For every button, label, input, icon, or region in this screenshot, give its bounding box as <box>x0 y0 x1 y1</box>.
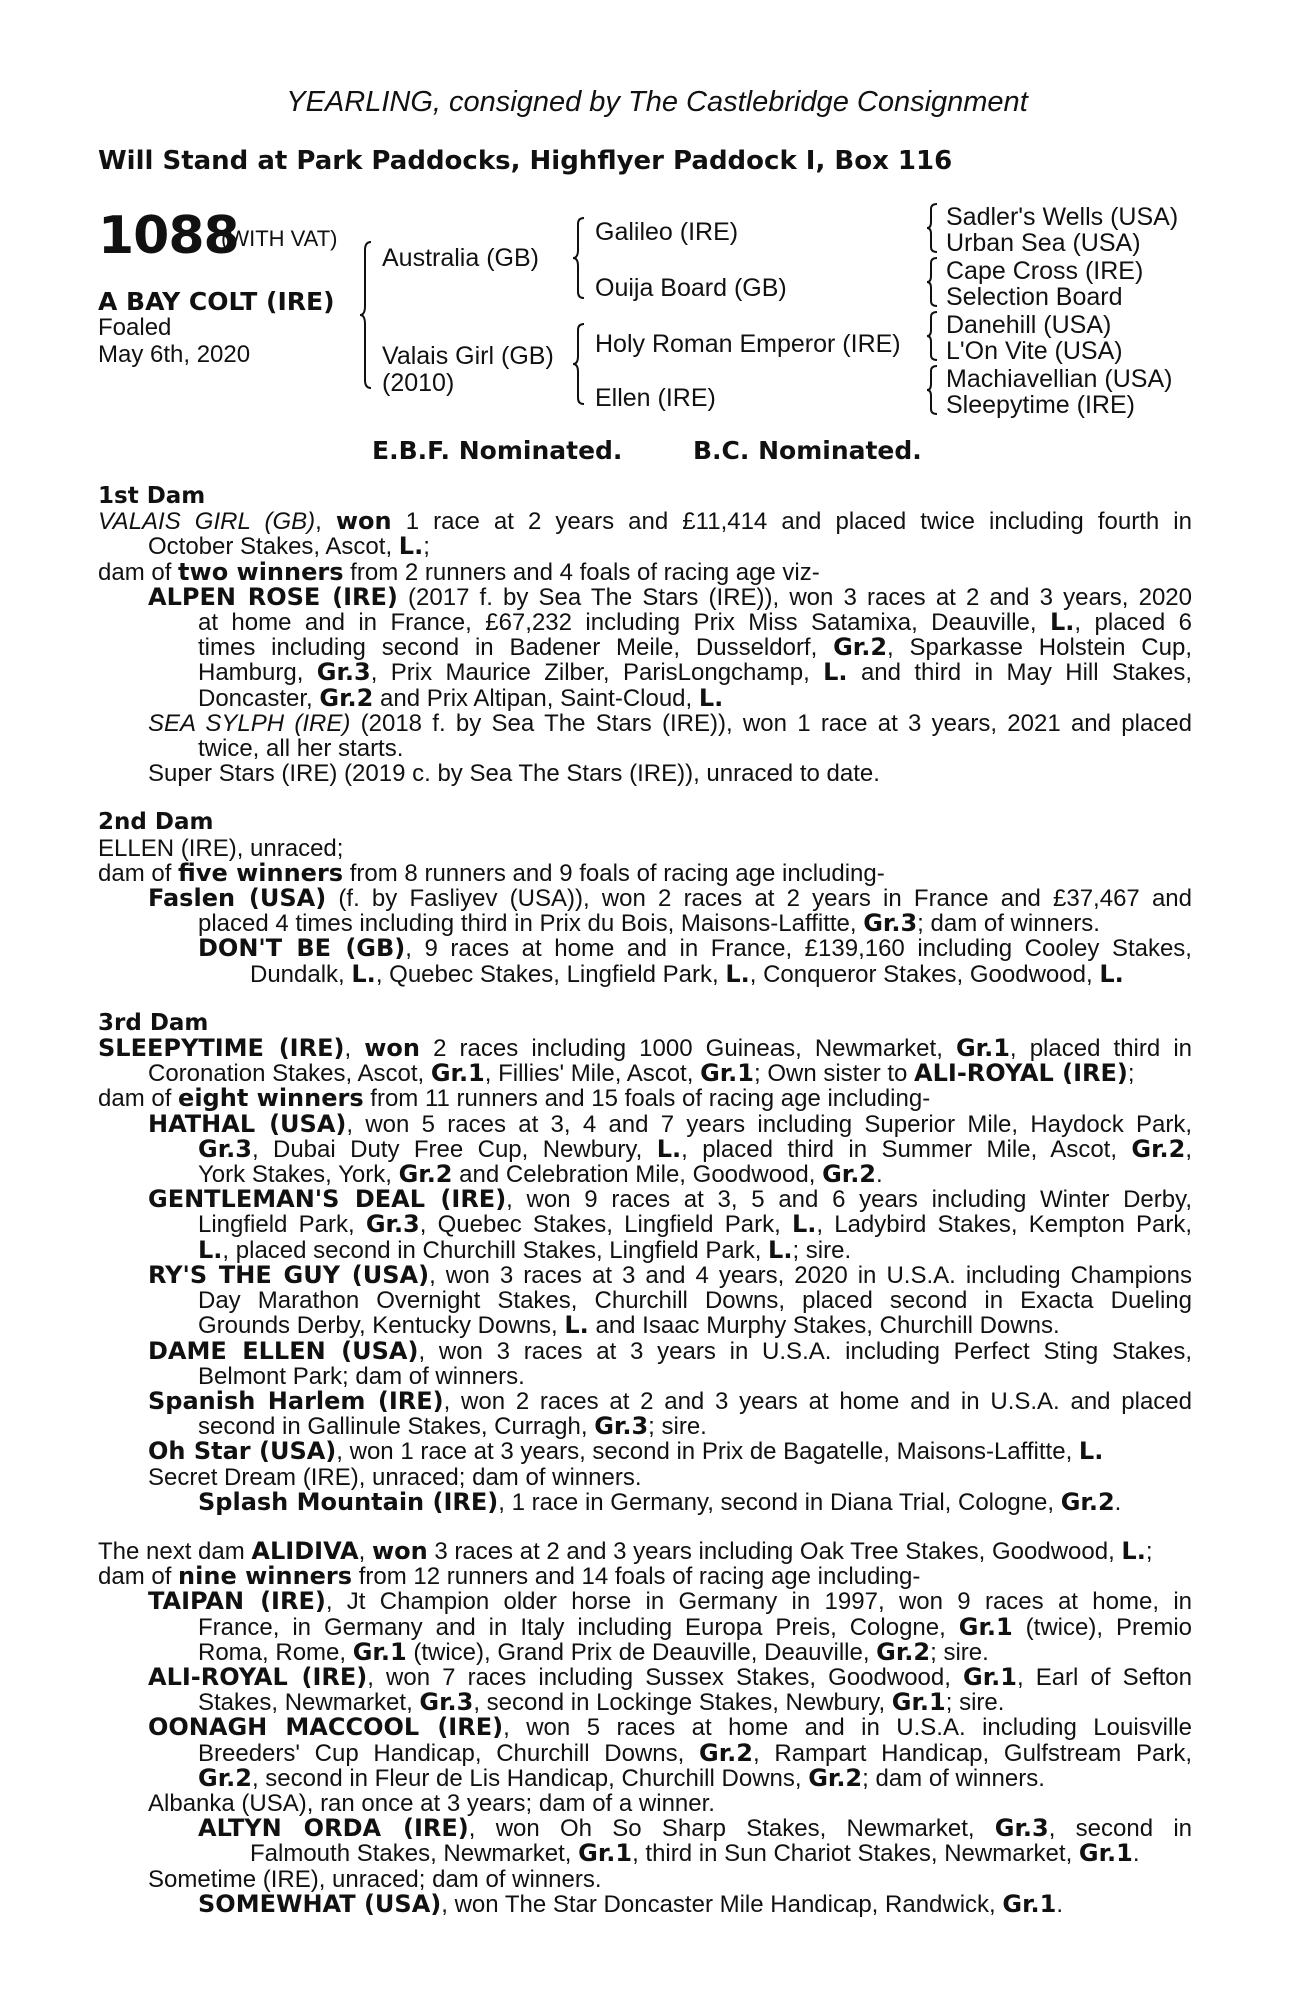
text-span: , Sparkasse Holstein Cup, <box>887 634 1192 662</box>
text-span: from 2 runners and 4 foals of racing age viz- <box>343 558 820 586</box>
text-line <box>98 509 1192 534</box>
pedigree-sire-sire: Galileo (IRE) <box>595 218 739 246</box>
text-line <box>98 858 1192 887</box>
text-line <box>98 1036 1192 1061</box>
bold-text: Gr.3 <box>365 1210 420 1239</box>
text-span: dam of <box>98 1085 179 1113</box>
ebf-nomination: E.B.F. Nominated. <box>372 436 623 465</box>
text-span: , won The Star Doncaster Mile Handicap, Randwick, <box>441 1890 1003 1918</box>
bold-text: Faslen (USA) <box>148 884 327 913</box>
text-span: twice, all her starts. <box>198 735 404 763</box>
bold-text: L. <box>1050 608 1075 637</box>
bold-text: Gr.2 <box>699 1738 753 1767</box>
pedigree-gen3-6: L'On Vite (USA) <box>946 337 1123 365</box>
bold-text: five winners <box>178 858 344 887</box>
text-span: Dundalk, <box>250 960 352 988</box>
bold-text: Gr.3 <box>316 658 371 687</box>
text-span: at home and in France, £67,232 including Prix Miss Satamixa, Deauville, <box>198 609 1050 637</box>
bold-text: SOMEWHAT (USA) <box>198 1889 442 1918</box>
text-line <box>98 1260 1193 1289</box>
text-line <box>98 660 1192 685</box>
text-span: Secret Dream (IRE), unraced; dam of winners. <box>148 1463 642 1491</box>
text-line <box>98 1841 1192 1866</box>
text-span: Falmouth Stakes, Newmarket, <box>250 1840 579 1868</box>
bold-text: L. <box>351 959 376 988</box>
text-span: , won Oh So Sharp Stakes, Newmarket, <box>468 1815 995 1843</box>
bold-text: Gr.3 <box>594 1412 649 1441</box>
text-span: ; <box>1127 1060 1135 1088</box>
text-line <box>98 1487 1192 1516</box>
text-span: October Stakes, Ascot, <box>148 533 399 561</box>
text-span: dam of <box>98 558 179 586</box>
foaled-date: May 6th, 2020 <box>98 341 251 368</box>
bold-text: ALIDIVA <box>251 1536 359 1565</box>
bold-text: ALTYN ORDA (IRE) <box>198 1814 469 1843</box>
text-span: Grounds Derby, Kentucky Downs, <box>198 1312 565 1340</box>
pedigree-gen3-4: Selection Board <box>946 283 1123 311</box>
text-span: times including second in Badener Meile, Dusseldorf, <box>198 634 834 662</box>
pedigree-brace-hre <box>925 310 939 362</box>
foaled-info <box>98 314 250 368</box>
text-span: (twice), Grand Prix de Deauville, Deauville, <box>406 1638 877 1666</box>
bold-text: two winners <box>178 557 344 586</box>
text-span: second in Gallinule Stakes, Curragh, <box>198 1413 595 1441</box>
text-line <box>98 1589 1192 1614</box>
pedigree-gen3-2: Urban Sea (USA) <box>946 229 1141 257</box>
section <box>98 810 1192 986</box>
text-line <box>98 1867 1192 1892</box>
bold-text: ALPEN ROSE (IRE) <box>148 582 398 611</box>
text-span: , 9 races at home and in France, £139,160 including Cooley Stakes, <box>405 935 1192 963</box>
pedigree-sire-dam: Ouija Board (GB) <box>595 274 787 302</box>
bold-text: Splash Mountain (IRE) <box>198 1487 499 1516</box>
text-line <box>98 1313 1192 1338</box>
text-span: , <box>344 1035 365 1063</box>
section <box>98 1011 1192 1515</box>
text-span: from 12 runners and 14 foals of racing age including- <box>352 1563 921 1591</box>
text-line <box>98 1465 1192 1490</box>
bold-text: L. <box>768 1235 793 1264</box>
text-line <box>98 1439 1192 1464</box>
bold-text: Gr.1 <box>578 1839 633 1868</box>
bold-text: DAME ELLEN (USA) <box>148 1336 419 1365</box>
bold-text: Gr.1 <box>891 1688 946 1717</box>
section-heading: 3rd Dam <box>98 1009 209 1036</box>
text-span: 2 races including 1000 Guineas, Newmarket, <box>419 1035 956 1063</box>
bold-text: OONAGH MACCOOL (IRE) <box>148 1713 504 1742</box>
bold-text: eight winners <box>178 1084 364 1113</box>
pedigree-dam: Valais Girl (GB) <box>382 342 554 370</box>
text-span: Stakes, Newmarket, <box>198 1689 420 1717</box>
section-heading: 2nd Dam <box>98 809 214 836</box>
pedigree-gen3-7: Machiavellian (USA) <box>946 365 1173 393</box>
text-line <box>98 1134 1193 1163</box>
text-span: ; sire. <box>930 1638 989 1666</box>
text-span: and third in May Hill Stakes, <box>847 659 1193 687</box>
text-line <box>98 1109 1192 1138</box>
text-span: ; <box>423 533 430 561</box>
text-span: ; <box>1145 1537 1153 1565</box>
bold-text: Oh Star (USA) <box>148 1437 337 1466</box>
text-line <box>98 1235 1192 1264</box>
pedigree-dam-dam: Ellen (IRE) <box>595 384 716 412</box>
text-line <box>98 534 1192 559</box>
bold-text: L. <box>656 1134 682 1163</box>
bold-text: Gr.2 <box>398 1160 453 1189</box>
text-span: from 11 runners and 15 foals of racing age including- <box>363 1085 931 1113</box>
text-span: . <box>1132 1840 1140 1868</box>
text-span: Lingfield Park, <box>198 1211 366 1239</box>
text-line <box>98 683 1192 712</box>
text-span: , placed 6 <box>1074 609 1192 637</box>
text-span: and Celebration Mile, Goodwood, <box>452 1161 823 1189</box>
text-span: , second in Fleur de Lis Handicap, Churchill Downs, <box>251 1764 809 1792</box>
text-line <box>98 1690 1192 1715</box>
text-span: , Fillies' Mile, Ascot, <box>484 1060 701 1088</box>
section <box>98 484 1192 786</box>
text-span: Day Marathon Overnight Stakes, Churchill Downs, placed second in Exacta Dueling <box>198 1287 1192 1315</box>
text-line <box>98 1061 1192 1086</box>
bold-text: GENTLEMAN'S DEAL (IRE) <box>148 1185 507 1214</box>
text-span: ; sire. <box>792 1236 852 1264</box>
produce-record <box>98 484 1192 1941</box>
bc-nomination: B.C. Nominated. <box>693 436 922 465</box>
text-span: France, in Germany and in Italy including Europa Preis, Cologne, <box>198 1613 959 1641</box>
bold-text: Gr.2 <box>876 1637 931 1666</box>
text-line <box>98 635 1192 660</box>
text-span: , won 1 race at 3 years, second in Prix de Bagatelle, Maisons-Laffitte, <box>336 1438 1079 1466</box>
bold-text: Gr.3 <box>863 909 918 938</box>
text-line <box>98 1715 1192 1740</box>
bold-text: ALI-ROYAL (IRE) <box>148 1662 368 1691</box>
stand-location: Will Stand at Park Paddocks, Highflyer Paddock I, Box 116 <box>98 146 953 176</box>
text-span: , Quebec Stakes, Lingfield Park, <box>375 960 726 988</box>
text-line <box>98 1816 1192 1841</box>
bold-text: Gr.1 <box>430 1059 485 1088</box>
bold-text: L. <box>1078 1437 1104 1466</box>
text-line <box>98 1212 1192 1237</box>
pedigree-brace-sire <box>571 216 587 300</box>
text-line <box>98 936 1192 961</box>
bold-text: RY'S THE GUY (USA) <box>148 1260 430 1289</box>
text-span: , placed second in Churchill Stakes, Lingfield Park, <box>222 1236 769 1264</box>
foaled-label: Foaled <box>98 314 172 341</box>
bold-text: Gr.3 <box>198 1134 252 1163</box>
section-heading: 1st Dam <box>98 483 206 509</box>
text-span: 3 races at 2 and 3 years including Oak Tree Stakes, Goodwood, <box>427 1537 1122 1565</box>
text-span: , Conqueror Stakes, Goodwood, <box>749 960 1100 988</box>
bold-text: Gr.2 <box>1060 1487 1115 1516</box>
text-span: , Quebec Stakes, Lingfield Park, <box>419 1211 792 1239</box>
text-span: 1 race at 2 years and £11,414 and placed twice including fourth in <box>391 508 1192 536</box>
pedigree-dam-sire: Holy Roman Emperor (IRE) <box>595 330 901 358</box>
text-span: Roma, Rome, <box>198 1638 353 1666</box>
text-span: Albanka (USA), ran once at 3 years; dam of a winner. <box>148 1789 715 1817</box>
text-span: and Prix Altipan, Saint-Cloud, <box>373 684 699 712</box>
bold-text: TAIPAN (IRE) <box>148 1587 326 1616</box>
text-span: , Earl of Sefton <box>1016 1663 1192 1691</box>
text-span: , Prix Maurice Zilber, ParisLongchamp, <box>370 659 824 687</box>
text-span: dam of <box>98 1563 179 1591</box>
text-span: Belmont Park; dam of winners. <box>198 1362 525 1390</box>
text-line <box>98 1612 1193 1641</box>
bold-text: Gr.2 <box>833 633 888 662</box>
text-span: and Isaac Murphy Stakes, Churchill Downs. <box>588 1312 1060 1340</box>
text-line <box>98 1889 1192 1918</box>
text-span: . <box>876 1161 883 1189</box>
text-span: , <box>1185 1135 1193 1163</box>
bold-text: L. <box>791 1210 817 1239</box>
bold-text: Gr.1 <box>955 1034 1010 1063</box>
bold-text: Gr.1 <box>1002 1889 1057 1918</box>
text-span: Super Stars (IRE) (2019 c. by Sea The Stars (IRE)), unraced to date. <box>148 760 880 788</box>
text-span: , 1 race in Germany, second in Diana Trial, Cologne, <box>498 1488 1061 1516</box>
text-line <box>98 911 1192 936</box>
text-line <box>98 1336 1192 1365</box>
bold-text: Spanish Harlem (IRE) <box>148 1386 444 1415</box>
bold-text: L. <box>823 658 848 687</box>
text-span: , Ladybird Stakes, Kempton Park, <box>816 1211 1193 1239</box>
bold-text: L. <box>1121 1536 1146 1565</box>
text-line <box>98 1414 1192 1439</box>
text-span: Hamburg, <box>198 659 317 687</box>
text-span: (2017 f. by Sea The Stars (IRE)), won 3 races at 2 and 3 years, 2020 <box>397 583 1192 611</box>
bold-text: nine winners <box>178 1562 353 1591</box>
bold-text: Gr.1 <box>1078 1839 1133 1868</box>
bold-text: Gr.2 <box>1131 1134 1186 1163</box>
pedigree-gen3-3: Cape Cross (IRE) <box>946 257 1144 285</box>
text-span: , placed third in <box>1009 1035 1193 1063</box>
bold-text: Gr.2 <box>319 683 374 712</box>
text-span: ; dam of winners. <box>862 1764 1045 1792</box>
bold-text: L. <box>725 959 750 988</box>
bold-text: won <box>371 1536 428 1565</box>
text-line <box>98 1187 1192 1212</box>
bold-text: HATHAL (USA) <box>148 1109 347 1138</box>
text-span: , won 3 races at 3 and 4 years, 2020 in U.S.A. including Champions <box>429 1261 1193 1289</box>
text-span: , won 3 races at 3 years in U.S.A. including Perfect Sting Stakes, <box>418 1337 1192 1365</box>
pedigree-brace-dam <box>571 322 587 406</box>
bold-text: L. <box>398 532 424 561</box>
vat-note: (WITH VAT) <box>221 226 338 251</box>
text-line <box>98 1162 1192 1187</box>
bold-text: Gr.1 <box>963 1662 1017 1691</box>
italic-text: SEA SYLPH (IRE) <box>148 709 351 737</box>
bold-text: L. <box>198 1235 223 1264</box>
bold-text: ALI-ROYAL (IRE) <box>914 1059 1128 1088</box>
bold-text: DON'T BE (GB) <box>198 934 406 963</box>
text-line <box>98 1738 1192 1767</box>
text-line <box>98 1364 1192 1389</box>
text-span: York Stakes, York, <box>198 1161 399 1189</box>
consignor-line: YEARLING, consigned by The Castlebridge Consignment <box>286 86 1028 118</box>
text-span: , second in Lockinge Stakes, Newbury, <box>473 1689 892 1717</box>
text-line <box>98 1386 1192 1415</box>
bold-text: L. <box>698 683 724 712</box>
pedigree-brace-gen1 <box>358 240 374 390</box>
text-span: Doncaster, <box>198 684 320 712</box>
text-span: , Rampart Handicap, Gulfstream Park, <box>752 1739 1192 1767</box>
text-line <box>98 557 1192 586</box>
pedigree-gen3-8: Sleepytime (IRE) <box>946 391 1135 419</box>
text-span: from 8 runners and 9 foals of racing age including- <box>343 859 885 887</box>
text-line <box>98 711 1192 736</box>
text-span: ; sire. <box>648 1413 707 1441</box>
section <box>98 1536 1193 1918</box>
bold-text: Gr.1 <box>352 1637 407 1666</box>
text-span: , <box>315 508 336 536</box>
text-span: , placed third in Summer Mile, Ascot, <box>681 1135 1132 1163</box>
text-span: (f. by Fasliyev (USA)), won 2 races at 2 years in France and £37,467 and <box>326 885 1192 913</box>
text-line <box>98 1564 1192 1589</box>
text-span: , won 2 races at 2 and 3 years at home and in U.S.A. and placed <box>443 1387 1192 1415</box>
text-span: , won 5 races at 3, 4 and 7 years including Superior Mile, Haydock Park, <box>346 1110 1192 1138</box>
text-line <box>98 1637 1192 1666</box>
text-span: (2018 f. by Sea The Stars (IRE)), won 1 race at 3 years, 2021 and placed <box>350 709 1192 737</box>
text-line <box>98 1536 1192 1565</box>
text-span: Breeders' Cup Handicap, Churchill Downs, <box>198 1739 700 1767</box>
bold-text: Gr.1 <box>700 1059 754 1088</box>
text-span: (twice), Premio <box>1012 1613 1193 1641</box>
pedigree-gen3-1: Sadler's Wells (USA) <box>946 203 1179 231</box>
lot-title: A BAY COLT (IRE) <box>98 287 335 316</box>
text-span: The next dam <box>98 1537 252 1565</box>
bold-text: Gr.2 <box>808 1763 863 1792</box>
text-line <box>98 1791 1192 1816</box>
text-line <box>98 1086 1192 1111</box>
pedigree-brace-ellen <box>925 364 939 416</box>
bold-text: Gr.1 <box>958 1612 1013 1641</box>
bold-text: Gr.2 <box>198 1763 252 1792</box>
text-line <box>98 736 1192 761</box>
text-line <box>98 836 1192 861</box>
text-line <box>98 582 1192 611</box>
text-span: Sometime (IRE), unraced; dam of winners. <box>148 1865 602 1893</box>
pedigree-dam-year: (2010) <box>382 369 455 397</box>
text-line <box>98 1288 1192 1313</box>
bold-text: L. <box>1099 959 1124 988</box>
text-span: , won 5 races at home and in U.S.A. including Louisville <box>503 1714 1192 1742</box>
pedigree-sire: Australia (GB) <box>382 244 539 272</box>
text-span: dam of <box>98 859 179 887</box>
bold-text: Gr.2 <box>822 1160 877 1189</box>
bold-text: won <box>335 507 392 536</box>
bold-text: SLEEPYTIME (IRE) <box>98 1034 345 1063</box>
text-span: . <box>1056 1890 1063 1918</box>
text-span: , Jt Champion older horse in Germany in 1997, won 9 races at home, in <box>325 1588 1193 1616</box>
text-line <box>98 610 1192 635</box>
text-span: , <box>358 1537 372 1565</box>
text-line <box>98 959 1192 988</box>
text-span: , won 7 races including Sussex Stakes, Goodwood, <box>367 1663 963 1691</box>
text-span: ELLEN (IRE), unraced; <box>98 834 344 862</box>
bold-text: L. <box>564 1311 589 1340</box>
text-line <box>98 1763 1192 1792</box>
text-span: ; Own sister to <box>754 1060 915 1088</box>
text-line <box>98 886 1192 911</box>
text-span: ; sire. <box>945 1689 1005 1717</box>
text-line <box>98 1662 1192 1691</box>
text-line <box>98 761 1192 786</box>
bold-text: Gr.3 <box>994 1814 1049 1843</box>
bold-text: Gr.3 <box>419 1688 474 1717</box>
lot-number: 1088 <box>98 206 239 266</box>
text-span: placed 4 times including third in Prix du Bois, Maisons-Laffitte, <box>198 910 864 938</box>
italic-text: VALAIS GIRL (GB) <box>98 508 316 536</box>
text-span: , third in Sun Chariot Stakes, Newmarket, <box>632 1840 1079 1868</box>
text-span: , won 9 races at 3, 5 and 6 years including Winter Derby, <box>506 1186 1192 1214</box>
pedigree-gen3-5: Danehill (USA) <box>946 311 1112 339</box>
text-span: , second in <box>1048 1815 1193 1843</box>
text-span: , Dubai Duty Free Cup, Newbury, <box>251 1135 657 1163</box>
text-span: . <box>1114 1488 1122 1516</box>
pedigree-brace-ouija <box>925 256 939 308</box>
text-span: ; dam of winners. <box>917 910 1100 938</box>
pedigree-brace-galileo <box>925 202 939 254</box>
bold-text: won <box>364 1034 420 1063</box>
text-span: Coronation Stakes, Ascot, <box>148 1060 431 1088</box>
